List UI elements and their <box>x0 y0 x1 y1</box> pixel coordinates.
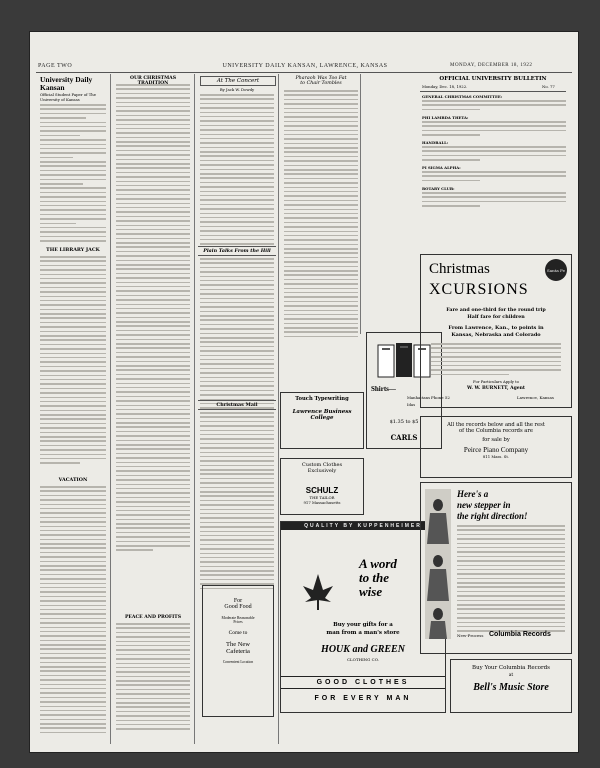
page-number: PAGE TWO <box>38 63 73 69</box>
clothing-co: CLOTHING CO. <box>346 657 380 662</box>
xcursions-fare: Fare and one-third for the round trip <box>446 307 546 313</box>
typewriting-title: Touch Typewriting <box>295 396 349 402</box>
editorial-text <box>40 256 106 467</box>
pharaoh-text <box>284 90 358 340</box>
shirts-price: $1.35 to $5 <box>389 419 419 425</box>
bulletin-h5: ROTARY CLUB: <box>422 186 455 191</box>
schulz-address: 917 Massachusetts <box>303 500 341 505</box>
cafe-name: Cafeteria <box>226 648 250 655</box>
columbia-records-logo: Columbia Records <box>489 631 551 638</box>
bulletin-h1: GENERAL CHRISTMAS COMMITTEE: <box>422 94 503 99</box>
for-every-man: FOR EVERY MAN <box>314 695 412 702</box>
bulletin-title: OFFICIAL UNIVERSITY BULLETIN <box>439 76 547 82</box>
pharaoh-heading: Pharaoh Was Too Fat to Chair Tombles <box>295 76 347 86</box>
bells-name: Bell's Music Store <box>473 682 549 693</box>
bells-at: at <box>508 673 514 678</box>
masthead-subtitle: Official Student Paper of The University of Kansas <box>40 92 96 102</box>
xcursions-agent: W. W. BURNETT, Agent <box>466 386 525 391</box>
header-rule <box>36 72 572 73</box>
paper-header: UNIVERSITY DAILY KANSAN, LAWRENCE, KANSAS <box>222 63 388 69</box>
santa-fe-badge: Santa Fe <box>545 259 567 281</box>
bulletin-date: Monday, Dec. 18, 1922. <box>422 84 468 89</box>
bulletin-text-2 <box>422 121 566 139</box>
kuppenheimer-banner: QUALITY BY KUPPENHEIMER <box>281 522 445 530</box>
shirts-title: Shirts— <box>371 385 396 393</box>
houk-green: HOUK and GREEN <box>321 644 405 655</box>
concert-text <box>200 94 274 248</box>
vacation-heading: VACATION <box>58 477 88 483</box>
xcursions-from: From Lawrence, Kan., to points in <box>448 325 544 331</box>
bulletin-text-5 <box>422 192 566 210</box>
xcursions-states: Kansas, Nebraska and Colorado <box>451 332 541 338</box>
columbia-direction: the right direction! <box>457 511 528 521</box>
columbia-records-list <box>457 525 565 635</box>
bulletin-text-1 <box>422 100 566 113</box>
peirce-name: Peirce Piano Company <box>463 446 529 454</box>
xcursions-christmas: Christmas <box>429 261 490 277</box>
vacation-text <box>40 486 106 736</box>
masthead-title: University Daily Kansan <box>40 75 93 92</box>
xcursions-phone: Phone 52 <box>431 395 450 400</box>
xcursions-ad <box>420 254 572 408</box>
cafe-new: The New <box>225 641 250 648</box>
bulletin-text-4 <box>422 171 566 184</box>
peace-text <box>116 623 190 733</box>
columbia-ad <box>420 482 572 654</box>
mans-store: man from a man's store <box>326 630 400 636</box>
xcursions-half: Half fare for children <box>467 314 525 320</box>
cafe-prices: Prices <box>233 620 243 624</box>
bulletin-number: No. 77 <box>542 84 555 89</box>
schulz-custom: Custom Clothes <box>301 462 343 468</box>
bulletin-h2: PHI LAMBDA THETA: <box>422 115 469 120</box>
leaf-emblem <box>301 572 335 612</box>
peirce-line3: for sale by <box>482 437 510 443</box>
header-date: MONDAY, DECEMBER 18, 1922 <box>450 63 533 68</box>
business-college: Lawrence Business College <box>292 409 352 421</box>
bulletin-h3: HANDBALL: <box>422 140 449 145</box>
schulz-name: SCHULZ <box>305 486 339 495</box>
shirts-store: CARLS <box>390 433 418 442</box>
schulz-exclusive: Exclusively <box>307 468 337 474</box>
xcursions-particulars: For Particulars Apply to <box>473 379 519 384</box>
shirts-idas: Idas <box>407 402 416 407</box>
peirce-line2: of the Columbia records are <box>459 428 533 434</box>
columbia-new-process: New-Process <box>457 633 484 638</box>
staff-listing <box>40 104 106 245</box>
cafe-good-food: Good Food <box>224 604 252 610</box>
bulletin-text-3 <box>422 146 566 164</box>
concert-byline: By Jack W. Dowdy <box>219 87 255 92</box>
cafeteria-ad <box>202 585 274 717</box>
plain-talks-text <box>200 258 274 420</box>
schulz-tailor: THE TAILOR <box>309 495 335 500</box>
xcursions-city: Lawrence, Kansas <box>517 395 554 400</box>
cafe-for: For <box>233 598 243 604</box>
christmas-mail-text <box>200 412 274 592</box>
xcursions-details <box>431 343 561 378</box>
bells-buy: Buy Your Columbia Records <box>472 665 550 671</box>
editorial-heading: THE LIBRARY JACK <box>46 247 100 253</box>
column-rule <box>110 74 111 744</box>
peace-heading: PEACE AND PROFITS <box>124 615 182 620</box>
schulz-ad <box>280 458 364 515</box>
concert-heading: At The Concert <box>200 76 276 86</box>
word-to-wise: A word to the wise <box>359 556 397 599</box>
peirce-piano-ad <box>420 416 572 478</box>
bells-music-ad <box>450 659 572 713</box>
columbia-heres: Here's a <box>457 489 489 499</box>
columbia-stepper: new stepper in <box>457 500 511 510</box>
shirts-manhattans: Manhattans <box>407 395 431 400</box>
column-rule <box>194 74 195 744</box>
tradition-heading: OUR CHRISTMAS <box>129 76 177 81</box>
bulletin-rule <box>420 91 566 92</box>
peirce-line1: All the records below and all the rest <box>447 422 545 428</box>
christmas-mail-heading: Christmas Mail <box>198 400 276 410</box>
column-rule <box>278 74 279 744</box>
good-clothes: GOOD CLOTHES <box>281 676 445 689</box>
column-rule <box>360 74 361 334</box>
buy-gifts: Buy your gifts for a <box>333 622 393 628</box>
dancers-illustration <box>425 489 451 639</box>
typewriting-ad <box>280 392 364 449</box>
peirce-address: 811 Mass. St. <box>482 454 510 459</box>
bulletin-h4: PI SIGMA ALPHA: <box>422 165 461 170</box>
cafe-come: Come to <box>228 630 248 636</box>
xcursions-title: XCURSIONS <box>429 281 529 298</box>
cafe-location: Convenient Location <box>222 660 254 664</box>
tradition-text <box>116 84 190 554</box>
cafe-moderate: Moderate Reasonable <box>221 616 255 620</box>
newspaper-page <box>30 32 578 752</box>
plain-talks-heading: Plain Talks From the Hill <box>198 246 276 256</box>
